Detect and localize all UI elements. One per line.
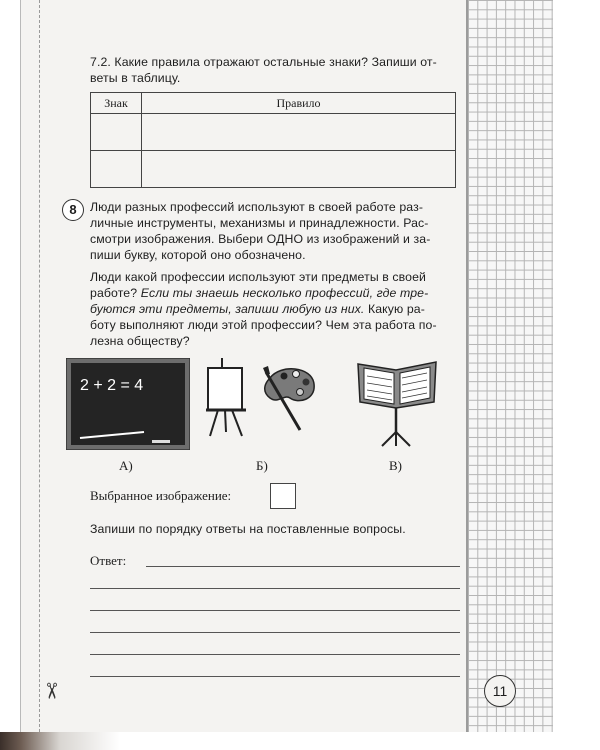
answer-label: Ответ: [90, 553, 127, 568]
chosen-image-input[interactable] [270, 483, 296, 509]
music-stand-image[interactable] [352, 356, 442, 448]
task-number-badge: 8 [62, 199, 84, 221]
col-sign-header: Знак [91, 93, 142, 114]
chalkboard-image[interactable] [66, 358, 190, 450]
option-label-c: В) [389, 458, 402, 473]
answer-line-5[interactable] [90, 654, 460, 655]
para2-line2-normal: работе? [90, 286, 141, 300]
answer-line-6[interactable] [90, 676, 460, 677]
task8-para2-line3 [90, 302, 425, 318]
palette-icon [263, 366, 314, 430]
table-cell-sign-1[interactable] [91, 114, 142, 151]
task8-para2-line5: лезна обществу? [90, 334, 190, 348]
answer-line-3[interactable] [90, 610, 460, 611]
task8-para1-line2: личные инструменты, механизмы и принадлежности. Рас- [90, 216, 429, 230]
task8-para1-line1: Люди разных профессий используют в своей работе раз- [90, 200, 424, 214]
task8-para2-line1: Люди какой профессии используют эти предметы в своей [90, 270, 427, 284]
instruction-text: Запиши по порядку ответы на поставленные вопросы. [90, 522, 406, 536]
music-stand-icon [358, 362, 436, 446]
task72-text-line1: 7.2. Какие правила отражают остальные знаки? Запиши от- [90, 55, 437, 69]
task8-para2-line4: боту выполняют люди этой профессии? Чем эта работа по- [90, 318, 437, 332]
easel-icon [206, 358, 246, 436]
scissors-icon: ✂ [39, 681, 65, 701]
table-cell-sign-2[interactable] [91, 151, 142, 188]
page-number: 11 [484, 675, 516, 707]
table-cell-rule-2[interactable] [142, 151, 456, 188]
task8-para1-line3: смотри изображения. Выбери ОДНО из изображений и за- [90, 232, 431, 246]
answer-line-4[interactable] [90, 632, 460, 633]
board-chalk-piece [152, 440, 170, 443]
table-cell-rule-1[interactable] [142, 114, 456, 151]
board-equation: 2 + 2 = 4 [80, 377, 144, 394]
scan-shadow [0, 732, 600, 750]
col-rule-header: Правило [142, 93, 456, 114]
answer-line-2[interactable] [90, 588, 460, 589]
option-label-b: Б) [256, 458, 268, 473]
easel-palette-image[interactable] [200, 358, 320, 438]
chosen-image-label: Выбранное изображение: [90, 488, 232, 503]
para2-line3-normal: Какую ра- [364, 302, 425, 316]
task72-text-line2: веты в таблицу. [90, 71, 181, 85]
answer-table [90, 92, 456, 188]
option-label-a: А) [119, 458, 133, 473]
task8-para1-line4: пиши букву, которой оно обозначено. [90, 248, 306, 262]
task8-para2-line2 [90, 286, 428, 302]
para2-line2-italic: Если ты знаешь несколько профессий, где тре- [140, 286, 429, 300]
answer-line-1[interactable] [146, 566, 460, 567]
para2-line3-italic: буются эти предметы, запиши любую из них. [90, 302, 365, 316]
grid-margin [466, 0, 553, 732]
cut-line [39, 0, 40, 732]
